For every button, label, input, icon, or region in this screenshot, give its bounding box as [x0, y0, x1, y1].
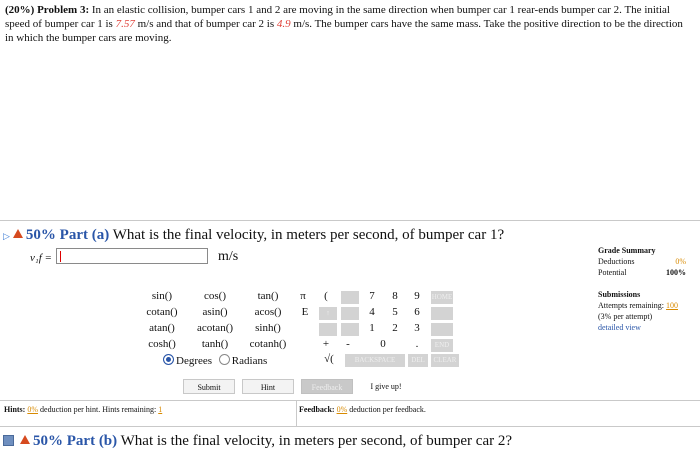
- give-up-button[interactable]: I give up!: [360, 379, 412, 394]
- expand-arrow-icon[interactable]: ▷: [3, 231, 10, 241]
- radians-label: Radians: [231, 355, 268, 367]
- problem-statement: [5, 3, 693, 45]
- radians-radio[interactable]: [219, 354, 230, 365]
- answer-unit: m/s: [218, 249, 239, 264]
- problem-text-1: In an elastic collision, bumper cars 1 and 2 are moving in the same direction when bumper car 1 rear-ends bumper car 2. The initial speed of bumper car 1 is: [5, 4, 670, 30]
- decimal-button[interactable]: .: [415, 338, 419, 350]
- divider-top: [0, 220, 700, 221]
- cotanh-button[interactable]: cotanh(): [249, 338, 287, 350]
- deductions-value: 0%: [675, 257, 686, 266]
- tanh-button[interactable]: tanh(): [201, 338, 229, 350]
- up-arrow-key[interactable]: ↑: [319, 307, 337, 320]
- hint-button[interactable]: Hint: [242, 379, 294, 394]
- digit-2[interactable]: 2: [392, 322, 398, 334]
- multiply-key[interactable]: [341, 323, 359, 336]
- answer-label: v₁f =: [30, 252, 52, 264]
- hints-remaining: 1: [158, 405, 163, 414]
- grade-summary-title: Grade Summary: [598, 246, 656, 255]
- deductions-label: Deductions: [598, 257, 635, 266]
- digit-0[interactable]: 0: [380, 338, 386, 350]
- backspace-key[interactable]: BACKSPACE: [345, 354, 405, 367]
- hint-deduction: 0%: [27, 405, 39, 414]
- initial-speed-car-2: 4.9: [276, 18, 291, 30]
- cotan-button[interactable]: cotan(): [146, 306, 178, 318]
- atan-button[interactable]: atan(): [149, 322, 175, 334]
- warning-icon: [13, 229, 23, 238]
- digit-8[interactable]: 8: [392, 290, 398, 302]
- arrow-left-key[interactable]: [431, 307, 453, 320]
- sinh-button[interactable]: sinh(): [255, 322, 281, 334]
- part-b-question: What is the final velocity, in meters per second, of bumper car 2?: [120, 433, 513, 449]
- hints-text: deduction per hint. Hints remaining:: [40, 405, 157, 414]
- end-key[interactable]: END: [431, 339, 453, 352]
- plus-button[interactable]: +: [322, 338, 330, 350]
- digit-7[interactable]: 7: [369, 290, 375, 302]
- detailed-view-link[interactable]: detailed view: [598, 323, 641, 332]
- problem-text-2: m/s and that of bumper car 2 is: [134, 18, 277, 30]
- part-a-question: What is the final velocity, in meters per second, of bumper car 1?: [112, 227, 505, 243]
- part-a-header[interactable]: [3, 226, 504, 245]
- feedback-deduction: 0%: [336, 405, 348, 414]
- submissions-title: Submissions: [598, 290, 641, 299]
- cos-button[interactable]: cos(): [204, 290, 226, 302]
- home-key[interactable]: HOME: [431, 291, 453, 304]
- part-b-percent: 50% Part (b): [33, 433, 118, 449]
- feedback-info: [299, 405, 426, 414]
- problem-prefix: (20%) Problem 3:: [5, 4, 90, 16]
- digit-4[interactable]: 4: [369, 306, 375, 318]
- calculator-functions: [137, 290, 293, 370]
- divide-key[interactable]: [319, 323, 337, 336]
- tan-button[interactable]: tan(): [257, 290, 279, 302]
- feedback-text: deduction per feedback.: [349, 405, 426, 414]
- digit-6[interactable]: 6: [414, 306, 420, 318]
- problem-text-3: m/s. The bumper cars have the same mass. Take the positive direction to be the direction in which the bumper cars are moving.: [5, 18, 683, 44]
- hints-info: [4, 405, 162, 414]
- hints-label: Hints:: [4, 405, 26, 414]
- minus-button[interactable]: -: [346, 338, 350, 350]
- answer-input[interactable]: [56, 248, 208, 264]
- text-caret: [60, 251, 61, 262]
- checkbox-icon[interactable]: [3, 435, 14, 446]
- per-attempt-penalty: (3% per attempt): [598, 312, 653, 321]
- submissions-panel: [598, 289, 690, 333]
- digit-3[interactable]: 3: [414, 322, 420, 334]
- grade-summary: [598, 245, 686, 278]
- potential-value: 100%: [666, 268, 686, 277]
- acos-button[interactable]: acos(): [254, 306, 282, 318]
- digit-9[interactable]: 9: [414, 290, 420, 302]
- sqrt-button[interactable]: √(: [324, 353, 334, 365]
- part-b-header[interactable]: [3, 432, 512, 450]
- clear-key[interactable]: CLEAR: [431, 354, 459, 367]
- divider-hints: [0, 400, 700, 401]
- arrow-right-key[interactable]: [431, 323, 453, 336]
- divider-vertical: [296, 401, 297, 426]
- e-button[interactable]: E: [301, 306, 309, 318]
- degrees-radio[interactable]: [163, 354, 174, 365]
- degrees-label: Degrees: [176, 355, 213, 367]
- warning-icon: [20, 435, 30, 444]
- rparen-key[interactable]: [341, 291, 359, 304]
- pi-button[interactable]: π: [300, 290, 306, 302]
- sin-button[interactable]: sin(): [151, 290, 173, 302]
- initial-speed-car-1: 7.57: [115, 18, 135, 30]
- del-key[interactable]: DEL: [408, 354, 428, 367]
- feedback-label: Feedback:: [299, 405, 335, 414]
- digit-5[interactable]: 5: [392, 306, 398, 318]
- attempts-remaining: 100: [666, 301, 678, 310]
- caret-key[interactable]: [341, 307, 359, 320]
- attempts-label: Attempts remaining:: [598, 301, 664, 310]
- cosh-button[interactable]: cosh(): [148, 338, 176, 350]
- submit-button[interactable]: Submit: [183, 379, 235, 394]
- digit-1[interactable]: 1: [369, 322, 375, 334]
- acotan-button[interactable]: acotan(): [196, 322, 234, 334]
- divider-part-b: [0, 426, 700, 427]
- potential-label: Potential: [598, 268, 627, 277]
- feedback-button[interactable]: Feedback: [301, 379, 353, 394]
- part-a-percent: 50% Part (a): [25, 227, 110, 243]
- asin-button[interactable]: asin(): [202, 306, 228, 318]
- lparen-button[interactable]: (: [324, 290, 328, 302]
